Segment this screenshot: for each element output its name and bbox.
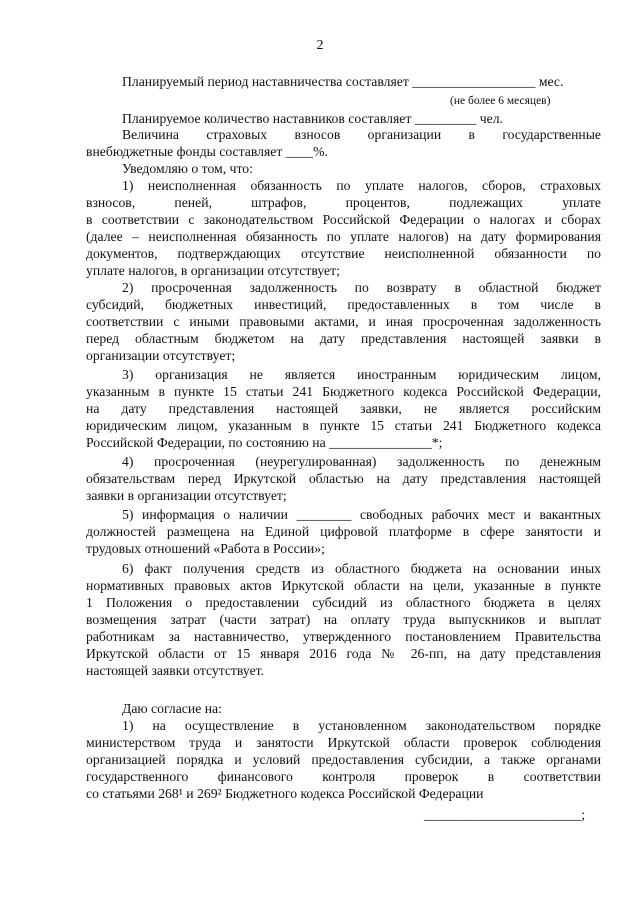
text-line: (не более 6 месяцев) (450, 95, 551, 107)
text-line: уплате налогов, в организации отсутствует; (86, 263, 340, 278)
text-line: Уведомляю о том, что: (122, 161, 253, 176)
text-line: 5) информация о наличии ________ свободных рабочих мест и вакантных (122, 507, 601, 522)
text-line: государственного финансового контроля проверок в соответствии (86, 769, 601, 784)
text-line: заявки в организации отсутствует; (86, 488, 287, 503)
text-line: 1) на осуществление в установленном законодательством порядке (122, 718, 601, 733)
text-line: Планируемое количество наставников составляет _________ чел. (122, 111, 503, 126)
text-line: перед областным бюджетом на дату представления настоящей заявки в (86, 331, 601, 346)
text-line: 1) неисполненная обязанность по уплате налогов, сборов, страховых (122, 178, 601, 193)
page-number: 2 (316, 38, 324, 53)
text-line: 6) факт получения средств из областного бюджета на основании иных (122, 561, 601, 576)
text-line: Российской Федерации, по состоянию на _______________*; (86, 435, 443, 450)
text-line: 3) организация не является иностранным юридическим лицом, (122, 367, 601, 382)
text-line: Планируемый период наставничества составляет __________________ мес. (122, 74, 564, 89)
text-line: 1 Положения о предоставлении субсидий из областного бюджета в целях (86, 595, 601, 610)
text-line: 2) просроченная задолженность по возврату в областной бюджет (122, 280, 601, 295)
text-line: внебюджетные фонды составляет ____%. (86, 144, 328, 159)
text-line: трудовых отношений «Работа в России»; (86, 541, 325, 556)
text-line: работникам за наставничество, утвержденного постановлением Правительства (86, 629, 601, 644)
text-line: субсидий, бюджетных инвестиций, предоставленных в том числе в (86, 297, 601, 312)
text-line: возмещения затрат (части затрат) на оплату труда выпускников и выплат (86, 612, 601, 627)
text-line: документов, подтверждающих отсутствие неисполненной обязанности по (86, 246, 601, 261)
text-line: Величина страховых взносов организации в государственные (122, 127, 601, 142)
text-line: нормативных правовых актов Иркутской области на цели, указанные в пункте (86, 578, 601, 593)
text-line: юридическим лицом, указанным в пункте 15 статьи 241 Бюджетного кодекса (86, 418, 601, 433)
text-line: со статьями 268¹ и 269² Бюджетного кодекса Российской Федерации (86, 786, 484, 801)
text-line: организации отсутствует; (86, 348, 236, 363)
text-line: настоящей заявки отсутствует. (86, 663, 265, 678)
text-line: Даю согласие на: (122, 701, 222, 716)
text-line: соответствии с иными правовыми актами, и иная просроченная задолженность (86, 314, 601, 329)
text-line: указанным в пункте 15 статьи 241 Бюджетного кодекса Российской Федерации, (86, 384, 601, 399)
text-line: на дату представления настоящей заявки, не является российским (86, 401, 601, 416)
text-line: (далее – неисполненная обязанность по уплате налогов) на дату формирования (86, 229, 601, 244)
text-line: 4) просроченная (неурегулированная) задолженность по денежным (122, 454, 601, 469)
text-line: Иркутской области от 15 января 2016 года № 26-пп, на дату представления (86, 646, 601, 661)
text-line: взносов, пеней, штрафов, процентов, подлежащих уплате (86, 195, 601, 210)
text-line: должностей размещена на Единой цифровой платформе в сфере занятости и (86, 524, 601, 539)
text-line: организацией порядка и условий предоставления субсидии, а также органами (86, 752, 601, 767)
signature-line: _______________________; (424, 807, 586, 822)
text-line: обязательствам перед Иркутской областью на дату представления настоящей (86, 471, 601, 486)
text-line: министерством труда и занятости Иркутской области проверок соблюдения (86, 735, 601, 750)
text-line: в соответствии с законодательством Российской Федерации о налогах и сборах (86, 212, 601, 227)
